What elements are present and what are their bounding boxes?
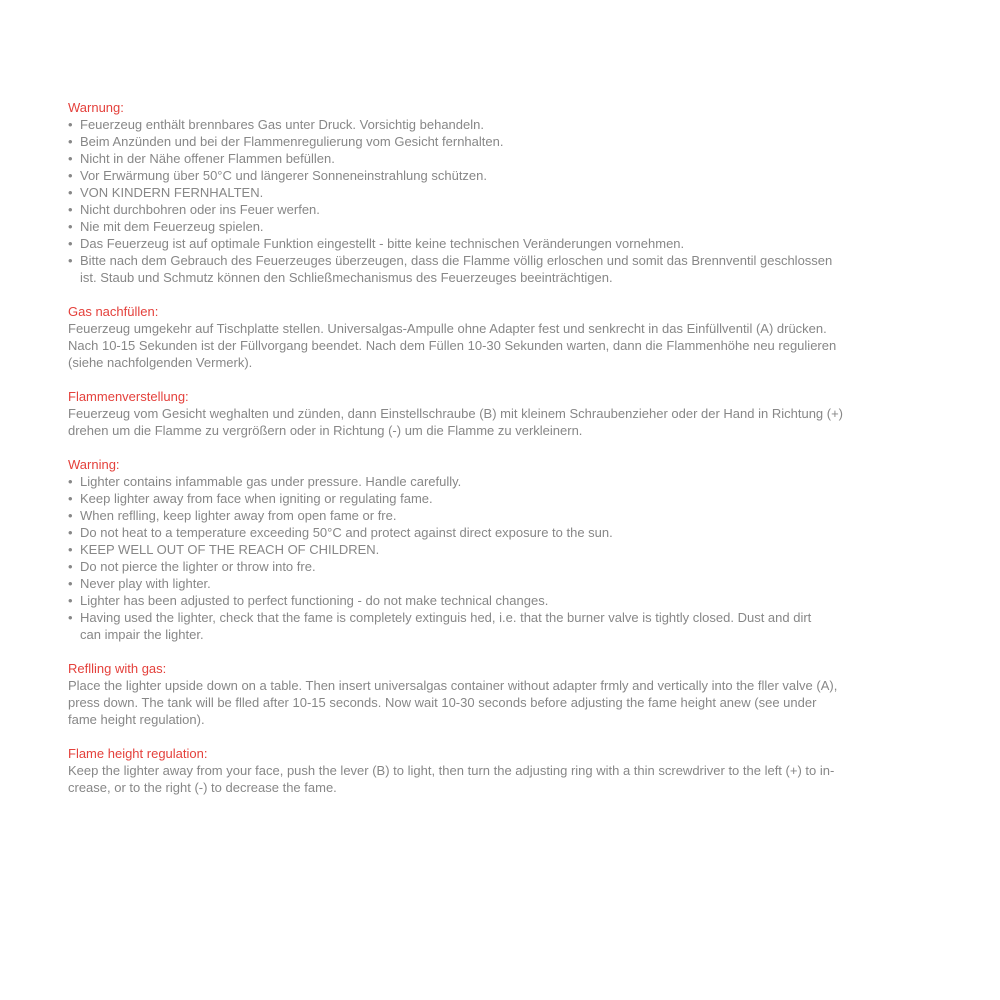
bullet-item <box>68 609 913 643</box>
bullet-list <box>68 116 913 286</box>
section-content <box>68 405 913 439</box>
text-line: • Never play with lighter. <box>80 576 211 591</box>
paragraph-line: Place the lighter upside down on a table. Then insert universalgas container without adapter frmly and vertically into the fller valve (A), <box>68 678 838 693</box>
text-line: • Nicht in der Nähe offener Flammen befüllen. <box>80 151 335 166</box>
text-line: • Lighter has been adjusted to perfect functioning - do not make technical changes. <box>80 593 549 608</box>
section-flame-height-regulation <box>68 745 913 796</box>
paragraph-line: drehen um die Flamme zu vergrößern oder in Richtung (-) um die Flamme zu verkleinern. <box>68 423 583 438</box>
bullet-item <box>68 133 913 150</box>
paragraph-line: Nach 10-15 Sekunden ist der Füllvorgang beendet. Nach dem Füllen 10-30 Sekunden warten, dann die Flammenhöhe neu regulieren <box>68 338 837 353</box>
bullet-item <box>68 235 913 252</box>
paragraph-line: Keep the lighter away from your face, push the lever (B) to light, then turn the adjusting ring with a thin screwdriver to the left (+) to in- <box>68 763 835 778</box>
bullet-item <box>68 575 913 592</box>
bullet-item <box>68 592 913 609</box>
bullet-item <box>68 116 913 133</box>
text-line: • Bitte nach dem Gebrauch des Feuerzeuges überzeugen, dass die Flamme völlig erloschen und somit das Brennventil geschlossen <box>80 253 833 268</box>
text-line: • Das Feuerzeug ist auf optimale Funktion eingestellt - bitte keine technischen Veränderungen vornehmen. <box>80 236 685 251</box>
text-line: • When reflling, keep lighter away from open fame or fre. <box>80 508 397 523</box>
text-line: • Nie mit dem Feuerzeug spielen. <box>80 219 264 234</box>
section-heading: Gas nachfüllen: <box>68 304 159 319</box>
section-gas-nachfuellen <box>68 303 913 371</box>
text-line: • Beim Anzünden und bei der Flammenregulierung vom Gesicht fernhalten. <box>80 134 504 149</box>
section-reflling-with-gas <box>68 660 913 728</box>
section-content <box>68 320 913 371</box>
text-line: • Do not pierce the lighter or throw into fre. <box>80 559 316 574</box>
text-line: • VON KINDERN FERNHALTEN. <box>80 185 264 200</box>
text-line: • KEEP WELL OUT OF THE REACH OF CHILDREN. <box>80 542 380 557</box>
section-content <box>68 762 913 796</box>
bullet-item <box>68 524 913 541</box>
bullet-item <box>68 490 913 507</box>
section-warning-en <box>68 456 913 643</box>
bullet-item <box>68 150 913 167</box>
text-line: • Feuerzeug enthält brennbares Gas unter Druck. Vorsichtig behandeln. <box>80 117 484 132</box>
paragraph-line: Feuerzeug vom Gesicht weghalten und zünden, dann Einstellschraube (B) mit kleinem Schraubenzieher oder der Hand in Richtung (+) <box>68 406 844 421</box>
text-line: • Do not heat to a temperature exceeding 50°C and protect against direct exposure to the sun. <box>80 525 613 540</box>
instruction-document <box>68 99 913 813</box>
section-heading: Flame height regulation: <box>68 746 208 761</box>
text-line: • Nicht durchbohren oder ins Feuer werfen. <box>80 202 320 217</box>
section-heading: Warning: <box>68 457 120 472</box>
bullet-item <box>68 201 913 218</box>
section-flammenverstellung <box>68 388 913 439</box>
text-line: ist. Staub und Schmutz können den Schließmechanismus des Feuerzeuges beeinträchtigen. <box>80 270 613 285</box>
bullet-item <box>68 507 913 524</box>
bullet-item <box>68 558 913 575</box>
paragraph-line: crease, or to the right (-) to decrease the fame. <box>68 780 337 795</box>
paragraph-line: (siehe nachfolgenden Vermerk). <box>68 355 253 370</box>
bullet-item <box>68 184 913 201</box>
bullet-item <box>68 541 913 558</box>
bullet-item <box>68 473 913 490</box>
section-content <box>68 116 913 286</box>
bullet-item <box>68 218 913 235</box>
bullet-item <box>68 252 913 286</box>
bullet-item <box>68 167 913 184</box>
document-body <box>68 99 913 796</box>
section-heading: Warnung: <box>68 100 124 115</box>
paragraph-line: Feuerzeug umgekehr auf Tischplatte stellen. Universalgas-Ampulle ohne Adapter fest und senkrecht in das Einfüllventil (A) drücken. <box>68 321 827 336</box>
text-line: • Vor Erwärmung über 50°C und längerer Sonneneinstrahlung schützen. <box>80 168 488 183</box>
section-heading: Reflling with gas: <box>68 661 167 676</box>
section-content <box>68 473 913 643</box>
bullet-list <box>68 473 913 643</box>
section-content <box>68 677 913 728</box>
text-line: • Keep lighter away from face when igniting or regulating fame. <box>80 491 433 506</box>
text-line: can impair the lighter. <box>80 627 204 642</box>
paragraph-line: fame height regulation). <box>68 712 205 727</box>
section-heading: Flammenverstellung: <box>68 389 189 404</box>
section-warnung-de <box>68 99 913 286</box>
text-line: • Lighter contains infammable gas under pressure. Handle carefully. <box>80 474 462 489</box>
text-line: • Having used the lighter, check that the fame is completely extinguis hed, i.e. that the burner valve is tightly closed. Dust and dirt <box>80 610 812 625</box>
paragraph-line: press down. The tank will be flled after 10-15 seconds. Now wait 10-30 seconds before adjusting the fame height anew (see under <box>68 695 817 710</box>
